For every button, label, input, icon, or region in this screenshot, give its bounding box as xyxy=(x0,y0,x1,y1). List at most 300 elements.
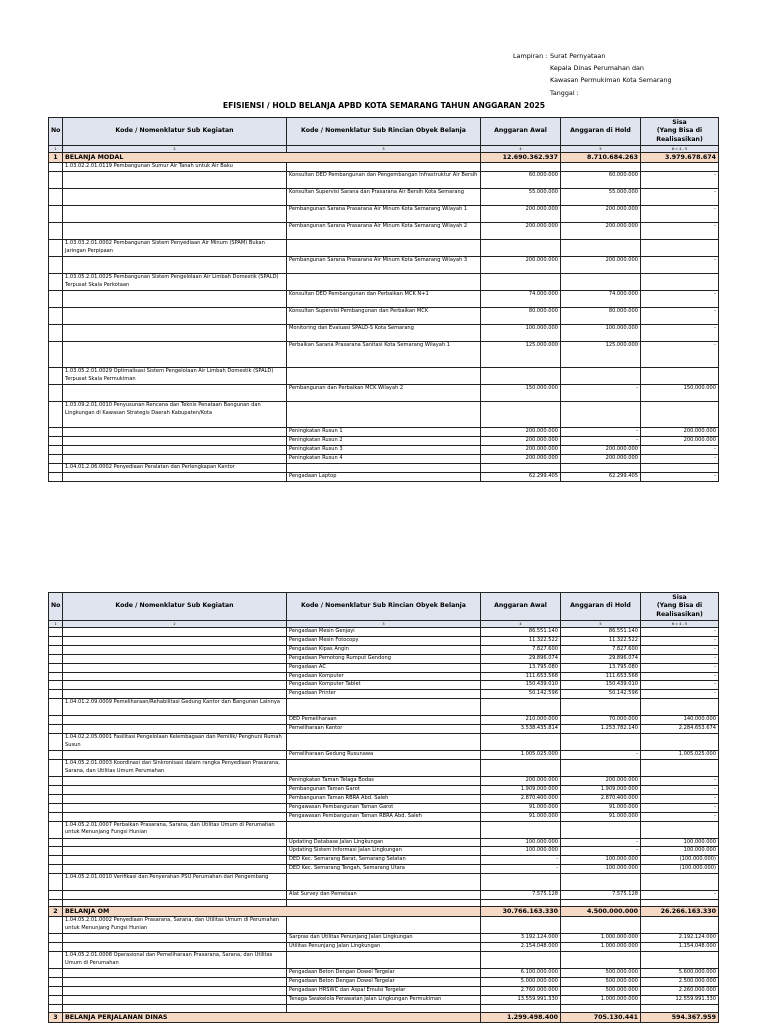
anggaran-awal: 210.000.000 xyxy=(481,716,561,725)
anggaran-hold: 500.000.000 xyxy=(561,968,641,977)
rincian-row xyxy=(49,291,719,308)
sisa: 1.154.048.000 xyxy=(641,943,719,952)
sub-kegiatan-cell xyxy=(63,223,287,240)
sub-kegiatan: 1.04.05.2.01.0008 Operasional dan Pemeliharaan Prasarana, Sarana, dan Utilitas Umum di Perumahan xyxy=(63,951,287,968)
rincian-belanja: DED Kec. Semarang Tengah, Semarang Utara xyxy=(287,865,481,874)
sisa: - xyxy=(641,672,719,681)
rincian-row xyxy=(49,785,719,794)
empty-cell xyxy=(641,240,719,257)
rincian-row xyxy=(49,681,719,690)
empty-cell xyxy=(561,1004,641,1012)
sisa: (100.000.000) xyxy=(641,865,719,874)
no-cell xyxy=(49,189,63,206)
no-cell xyxy=(49,812,63,821)
sub-kegiatan-cell xyxy=(63,968,287,977)
rincian-row xyxy=(49,776,719,785)
no-cell xyxy=(49,785,63,794)
rincian-belanja: Pembangunan dan Perbaikan MCK Wilayah 2 xyxy=(287,385,481,402)
rincian-belanja: DED Kec. Semarang Barat, Semarang Selatan xyxy=(287,856,481,865)
empty-cell xyxy=(287,464,481,473)
sub-kegiatan-cell xyxy=(63,428,287,437)
sub-kegiatan-cell xyxy=(63,803,287,812)
empty-cell xyxy=(641,699,719,716)
anggaran-awal: 11.322.522 xyxy=(481,636,561,645)
sub-kegiatan-cell xyxy=(63,385,287,402)
rincian-belanja: Konsultan DED Pembangunan dan Pengembangan Infrastruktur Air Bersih xyxy=(287,172,481,189)
lampiran-value: Kepala Dinas Perumahan dan xyxy=(550,64,644,73)
rincian-belanja: Peningkatan Rusun 2 xyxy=(287,437,481,446)
header-anggaran-awal: Anggaran Awal xyxy=(481,593,561,621)
lampiran-row xyxy=(513,74,672,86)
no-cell xyxy=(49,663,63,672)
anggaran-awal: 13.795.080 xyxy=(481,663,561,672)
anggaran-hold: - xyxy=(561,428,641,437)
rincian-belanja: Konsultan Supervisi Sarana dan Prasarana Air Bersih Kota Semarang xyxy=(287,189,481,206)
rincian-belanja: Pengadaan Beton Dengan Dowel Tergelar xyxy=(287,968,481,977)
empty-cell xyxy=(481,759,561,776)
anggaran-awal: - xyxy=(481,856,561,865)
sisa: (100.000.000) xyxy=(641,856,719,865)
sisa: 12.559.991.330 xyxy=(641,995,719,1004)
group-row xyxy=(49,153,719,163)
rincian-row xyxy=(49,473,719,482)
header-no: No xyxy=(49,118,63,146)
no-cell xyxy=(49,699,63,716)
empty-cell xyxy=(287,240,481,257)
anggaran-awal: - xyxy=(481,865,561,874)
sisa: - xyxy=(641,690,719,699)
rincian-row xyxy=(49,725,719,734)
anggaran-awal: 80.000.000 xyxy=(481,308,561,325)
sisa: 2.260.000.000 xyxy=(641,986,719,995)
rincian-row xyxy=(49,995,719,1004)
lampiran-key xyxy=(513,62,550,74)
anggaran-awal: 60.000.000 xyxy=(481,172,561,189)
sub-kegiatan: 1.04.05.2.01.0007 Perbaikan Prasarana, Sarana, dan Utilitas Umum di Perumahan untuk Menunjang Fungsi Hunian xyxy=(63,821,287,838)
empty-cell xyxy=(641,951,719,968)
sub-kegiatan-cell xyxy=(63,794,287,803)
header-anggaran-awal: Anggaran Awal xyxy=(481,118,561,146)
group-name: BELANJA PERJALANAN DINAS xyxy=(63,1012,481,1022)
rincian-belanja: Peningkatan Rusun 3 xyxy=(287,446,481,455)
sisa: - xyxy=(641,803,719,812)
anggaran-awal: 13.559.991.330 xyxy=(481,995,561,1004)
no-cell xyxy=(49,172,63,189)
sub-kegiatan-cell xyxy=(63,785,287,794)
empty-cell xyxy=(641,734,719,751)
sisa: - xyxy=(641,628,719,637)
sisa: 150.000.000 xyxy=(641,385,719,402)
no-cell xyxy=(49,995,63,1004)
sisa: - xyxy=(641,794,719,803)
header-sisa-label: Sisa xyxy=(672,118,687,126)
group-no: 3 xyxy=(49,1012,63,1022)
rincian-row xyxy=(49,206,719,223)
sisa: 5.600.000.000 xyxy=(641,968,719,977)
rincian-belanja: Konsultan DED Pembangunan dan Perbaikan MCK N+1 xyxy=(287,291,481,308)
anggaran-hold: 125.000.000 xyxy=(561,342,641,368)
anggaran-awal: 100.000.000 xyxy=(481,847,561,856)
anggaran-hold: 200.000.000 xyxy=(561,776,641,785)
rincian-row xyxy=(49,385,719,402)
group-anggaran-awal: 30.766.163.330 xyxy=(481,907,561,917)
rincian-belanja: Tenaga Swakelola Perawatan Jalan Lingkungan Permukiman xyxy=(287,995,481,1004)
rincian-row xyxy=(49,934,719,943)
group-anggaran-hold: 4.500.000.000 xyxy=(561,907,641,917)
no-cell xyxy=(49,455,63,464)
anggaran-hold: 200.000.000 xyxy=(561,206,641,223)
anggaran-hold: 70.000.000 xyxy=(561,716,641,725)
anggaran-awal: 200.000.000 xyxy=(481,776,561,785)
empty-cell xyxy=(561,734,641,751)
no-cell xyxy=(49,751,63,760)
rincian-belanja: Pengawasan Pembangunan Taman Garot xyxy=(287,803,481,812)
sub-kegiatan-cell xyxy=(63,891,287,900)
empty-cell xyxy=(287,368,481,385)
rincian-belanja: Pengawasan Pembangunan Taman RBRA Abd. Saleh xyxy=(287,812,481,821)
budget-table-1 xyxy=(48,117,719,482)
no-cell xyxy=(49,934,63,943)
empty-row xyxy=(49,900,719,907)
sub-kegiatan: 1.03.02.2.01.0119 Pembangunan Sumur Air Tanah untuk Air Baku xyxy=(63,163,287,172)
sub-kegiatan-cell xyxy=(63,977,287,986)
empty-cell xyxy=(287,699,481,716)
empty-cell xyxy=(481,951,561,968)
sub-kegiatan-row xyxy=(49,368,719,385)
document-title: EFISIENSI / HOLD BELANJA APBD KOTA SEMARANG TAHUN ANGGARAN 2025 xyxy=(222,101,546,110)
header-no: No xyxy=(49,593,63,621)
anggaran-hold: - xyxy=(561,385,641,402)
group-anggaran-awal: 1.299.498.400 xyxy=(481,1012,561,1022)
no-cell xyxy=(49,943,63,952)
rincian-belanja: Monitoring dan Evaluasi SPALD-S Kota Semarang xyxy=(287,325,481,342)
rincian-belanja: DED Pemeliharaan xyxy=(287,716,481,725)
rincian-belanja: Konsultan Supervisi Pembangunan dan Perbaikan MCK xyxy=(287,308,481,325)
empty-cell xyxy=(63,900,287,907)
anggaran-hold: 29.896.074 xyxy=(561,654,641,663)
rincian-row xyxy=(49,690,719,699)
group-no: 2 xyxy=(49,907,63,917)
empty-cell xyxy=(49,1004,63,1012)
sub-kegiatan-cell xyxy=(63,690,287,699)
budget-table-2 xyxy=(48,592,719,1023)
empty-cell xyxy=(287,951,481,968)
group-anggaran-hold: 705.130.441 xyxy=(561,1012,641,1022)
anggaran-hold: 91.000.000 xyxy=(561,803,641,812)
empty-cell xyxy=(561,759,641,776)
sisa: - xyxy=(641,654,719,663)
sisa: - xyxy=(641,776,719,785)
no-cell xyxy=(49,428,63,437)
no-cell xyxy=(49,291,63,308)
sisa: - xyxy=(641,291,719,308)
index-cell: 5 xyxy=(561,146,641,153)
index-cell: 2 xyxy=(63,146,287,153)
lampiran-value: Tanggal : xyxy=(550,88,579,97)
empty-row xyxy=(49,1004,719,1012)
anggaran-hold: - xyxy=(561,847,641,856)
rincian-belanja: Pemeliharaan Kantor xyxy=(287,725,481,734)
rincian-row xyxy=(49,986,719,995)
sub-kegiatan-cell xyxy=(63,725,287,734)
anggaran-hold: 50.142.596 xyxy=(561,690,641,699)
sisa: - xyxy=(641,455,719,464)
empty-cell xyxy=(287,734,481,751)
sub-kegiatan-cell xyxy=(63,856,287,865)
empty-cell xyxy=(49,900,63,907)
sub-kegiatan-row xyxy=(49,874,719,891)
no-cell xyxy=(49,776,63,785)
anggaran-awal: 91.000.000 xyxy=(481,803,561,812)
anggaran-awal: 2.760.000.000 xyxy=(481,986,561,995)
empty-cell xyxy=(481,874,561,891)
rincian-row xyxy=(49,342,719,368)
rincian-row xyxy=(49,325,719,342)
no-cell xyxy=(49,977,63,986)
header-sisa-note: (Yang Bisa di Realisasikan) xyxy=(656,602,703,618)
no-cell xyxy=(49,163,63,172)
sub-kegiatan-cell xyxy=(63,681,287,690)
no-cell xyxy=(49,803,63,812)
sub-kegiatan-row xyxy=(49,240,719,257)
rincian-row xyxy=(49,968,719,977)
anggaran-awal: 62.299.405 xyxy=(481,473,561,482)
sisa: - xyxy=(641,206,719,223)
anggaran-awal: 1.005.025.000 xyxy=(481,751,561,760)
sub-kegiatan-cell xyxy=(63,776,287,785)
anggaran-awal: 55.000.000 xyxy=(481,189,561,206)
rincian-row xyxy=(49,446,719,455)
rincian-row xyxy=(49,308,719,325)
no-cell xyxy=(49,847,63,856)
no-cell xyxy=(49,446,63,455)
sub-kegiatan-row xyxy=(49,699,719,716)
no-cell xyxy=(49,636,63,645)
anggaran-awal: 111.653.568 xyxy=(481,672,561,681)
anggaran-hold: 200.000.000 xyxy=(561,223,641,240)
anggaran-hold: 200.000.000 xyxy=(561,257,641,274)
sub-kegiatan-cell xyxy=(63,934,287,943)
anggaran-awal: 50.142.596 xyxy=(481,690,561,699)
sub-kegiatan: 1.03.05.2.01.0025 Pembangunan Sistem Pengelolaan Air Limbah Domestik (SPALD) Terpusat Skala Perkotaan xyxy=(63,274,287,291)
index-cell: 1 xyxy=(49,146,63,153)
index-cell: 4 xyxy=(481,146,561,153)
anggaran-awal: 5.000.000.000 xyxy=(481,977,561,986)
sisa: 100.000.000 xyxy=(641,838,719,847)
rincian-row xyxy=(49,628,719,637)
empty-cell xyxy=(641,464,719,473)
sub-kegiatan-cell xyxy=(63,654,287,663)
rincian-row xyxy=(49,428,719,437)
empty-cell xyxy=(561,464,641,473)
sub-kegiatan-row xyxy=(49,917,719,934)
no-cell xyxy=(49,437,63,446)
sisa: 2.500.000.000 xyxy=(641,977,719,986)
rincian-row xyxy=(49,257,719,274)
sub-kegiatan-cell xyxy=(63,943,287,952)
sub-kegiatan-cell xyxy=(63,308,287,325)
anggaran-awal: 7.827.600 xyxy=(481,645,561,654)
no-cell xyxy=(49,891,63,900)
sub-kegiatan-cell xyxy=(63,257,287,274)
sisa: 100.000.000 xyxy=(641,847,719,856)
anggaran-awal: 100.000.000 xyxy=(481,838,561,847)
empty-cell xyxy=(287,917,481,934)
anggaran-hold: 100.000.000 xyxy=(561,325,641,342)
rincian-belanja: Pembangunan Sarana Prasarana Air Minum Kota Semarang Wilayah 2 xyxy=(287,223,481,240)
group-sisa: 3.979.678.674 xyxy=(641,153,719,163)
empty-cell xyxy=(481,917,561,934)
group-sisa: 594.367.959 xyxy=(641,1012,719,1022)
anggaran-hold: 13.795.080 xyxy=(561,663,641,672)
anggaran-awal: 2.870.400.000 xyxy=(481,794,561,803)
header-row xyxy=(49,593,719,621)
index-cell: 4 xyxy=(481,621,561,628)
anggaran-hold: 150.439.010 xyxy=(561,681,641,690)
rincian-row xyxy=(49,856,719,865)
sisa: - xyxy=(641,785,719,794)
header-rincian: Kode / Nomenklatur Sub Rincian Obyek Belanja xyxy=(287,118,481,146)
no-cell xyxy=(49,734,63,751)
sub-kegiatan-row xyxy=(49,821,719,838)
sisa: - xyxy=(641,645,719,654)
sub-kegiatan-cell xyxy=(63,473,287,482)
no-cell xyxy=(49,725,63,734)
rincian-belanja: Pengadaan Laptop xyxy=(287,473,481,482)
no-cell xyxy=(49,368,63,385)
anggaran-awal: 7.575.128 xyxy=(481,891,561,900)
anggaran-awal: 200.000.000 xyxy=(481,455,561,464)
sisa: - xyxy=(641,663,719,672)
lampiran-key: Lampiran : xyxy=(513,52,548,60)
empty-cell xyxy=(481,274,561,291)
anggaran-hold: 500.000.000 xyxy=(561,986,641,995)
rincian-row xyxy=(49,645,719,654)
anggaran-hold: 11.322.522 xyxy=(561,636,641,645)
empty-cell xyxy=(641,917,719,934)
header-sisa-label: Sisa xyxy=(672,593,687,601)
sisa: - xyxy=(641,891,719,900)
empty-cell xyxy=(561,951,641,968)
no-cell xyxy=(49,464,63,473)
rincian-belanja: Pengadaan Komputer Tablet xyxy=(287,681,481,690)
empty-cell xyxy=(481,240,561,257)
sub-kegiatan-row xyxy=(49,274,719,291)
rincian-belanja: Peningkatan Taman Telaga Bodas xyxy=(287,776,481,785)
sisa: - xyxy=(641,446,719,455)
no-cell xyxy=(49,986,63,995)
empty-cell xyxy=(641,163,719,172)
sub-kegiatan: 1.04.01.2.06.0002 Penyediaan Peralatan dan Perlengkapan Kantor xyxy=(63,464,287,473)
sub-kegiatan-cell xyxy=(63,342,287,368)
empty-cell xyxy=(561,917,641,934)
empty-cell xyxy=(561,699,641,716)
empty-cell xyxy=(641,368,719,385)
empty-cell xyxy=(561,874,641,891)
rincian-row xyxy=(49,437,719,446)
empty-cell xyxy=(287,1004,481,1012)
anggaran-hold: 86.551.140 xyxy=(561,628,641,637)
empty-cell xyxy=(641,402,719,428)
header-sisa xyxy=(641,118,719,146)
sub-kegiatan-cell xyxy=(63,645,287,654)
empty-cell xyxy=(561,900,641,907)
rincian-row xyxy=(49,636,719,645)
anggaran-hold: 1.000.000.000 xyxy=(561,995,641,1004)
empty-cell xyxy=(641,874,719,891)
anggaran-awal: 3.538.435.814 xyxy=(481,725,561,734)
sisa: - xyxy=(641,325,719,342)
sub-kegiatan: 1.03.03.2.01.0002 Pembangunan Sistem Penyediaan Air Minum (SPAM) Bukan Jaringan Perpipaan xyxy=(63,240,287,257)
lampiran-row xyxy=(513,87,672,99)
empty-cell xyxy=(287,274,481,291)
sisa: - xyxy=(641,308,719,325)
no-cell xyxy=(49,874,63,891)
anggaran-awal: 200.000.000 xyxy=(481,206,561,223)
rincian-row xyxy=(49,189,719,206)
group-name: BELANJA MODAL xyxy=(63,153,481,163)
empty-cell xyxy=(641,900,719,907)
group-anggaran-hold: 8.710.684.263 xyxy=(561,153,641,163)
sub-kegiatan-cell xyxy=(63,325,287,342)
header-rincian: Kode / Nomenklatur Sub Rincian Obyek Belanja xyxy=(287,593,481,621)
anggaran-awal: 6.100.000.000 xyxy=(481,968,561,977)
rincian-row xyxy=(49,716,719,725)
anggaran-hold: - xyxy=(561,838,641,847)
anggaran-hold: 1.253.782.140 xyxy=(561,725,641,734)
sub-kegiatan-cell xyxy=(63,812,287,821)
anggaran-awal: 200.000.000 xyxy=(481,257,561,274)
empty-cell xyxy=(481,1004,561,1012)
empty-cell xyxy=(481,163,561,172)
anggaran-hold: 200.000.000 xyxy=(561,455,641,464)
anggaran-hold: 111.653.568 xyxy=(561,672,641,681)
rincian-belanja: Utilitas Penunjang Jalan Lingkungan xyxy=(287,943,481,952)
no-cell xyxy=(49,759,63,776)
no-cell xyxy=(49,308,63,325)
empty-cell xyxy=(641,821,719,838)
empty-cell xyxy=(481,900,561,907)
sub-kegiatan-row xyxy=(49,464,719,473)
no-cell xyxy=(49,690,63,699)
lampiran-key xyxy=(513,87,550,99)
anggaran-hold: 500.000.000 xyxy=(561,977,641,986)
anggaran-hold: 7.827.600 xyxy=(561,645,641,654)
no-cell xyxy=(49,325,63,342)
anggaran-hold: 2.870.400.000 xyxy=(561,794,641,803)
anggaran-awal: 1.909.000.000 xyxy=(481,785,561,794)
sub-kegiatan-cell xyxy=(63,206,287,223)
anggaran-awal: 2.154.048.000 xyxy=(481,943,561,952)
anggaran-hold: 1.000.000.000 xyxy=(561,943,641,952)
rincian-belanja: Pengadaan Mesin Fotocopy xyxy=(287,636,481,645)
empty-cell xyxy=(481,821,561,838)
empty-cell xyxy=(63,1004,287,1012)
sisa: - xyxy=(641,681,719,690)
empty-cell xyxy=(561,821,641,838)
no-cell xyxy=(49,821,63,838)
sisa: - xyxy=(641,189,719,206)
sub-kegiatan-row xyxy=(49,951,719,968)
header-anggaran-hold: Anggaran di Hold xyxy=(561,118,641,146)
sub-kegiatan-cell xyxy=(63,751,287,760)
rincian-row xyxy=(49,794,719,803)
sub-kegiatan-cell xyxy=(63,838,287,847)
anggaran-hold: 1.000.000.000 xyxy=(561,934,641,943)
header-row xyxy=(49,118,719,146)
sub-kegiatan: 1.04.05.2.01.0002 Penyediaan Prasarana, Sarana, dan Utilitas Umum di Perumahan untuk Menunjang Fungsi Hunian xyxy=(63,917,287,934)
anggaran-hold: 100.000.000 xyxy=(561,865,641,874)
